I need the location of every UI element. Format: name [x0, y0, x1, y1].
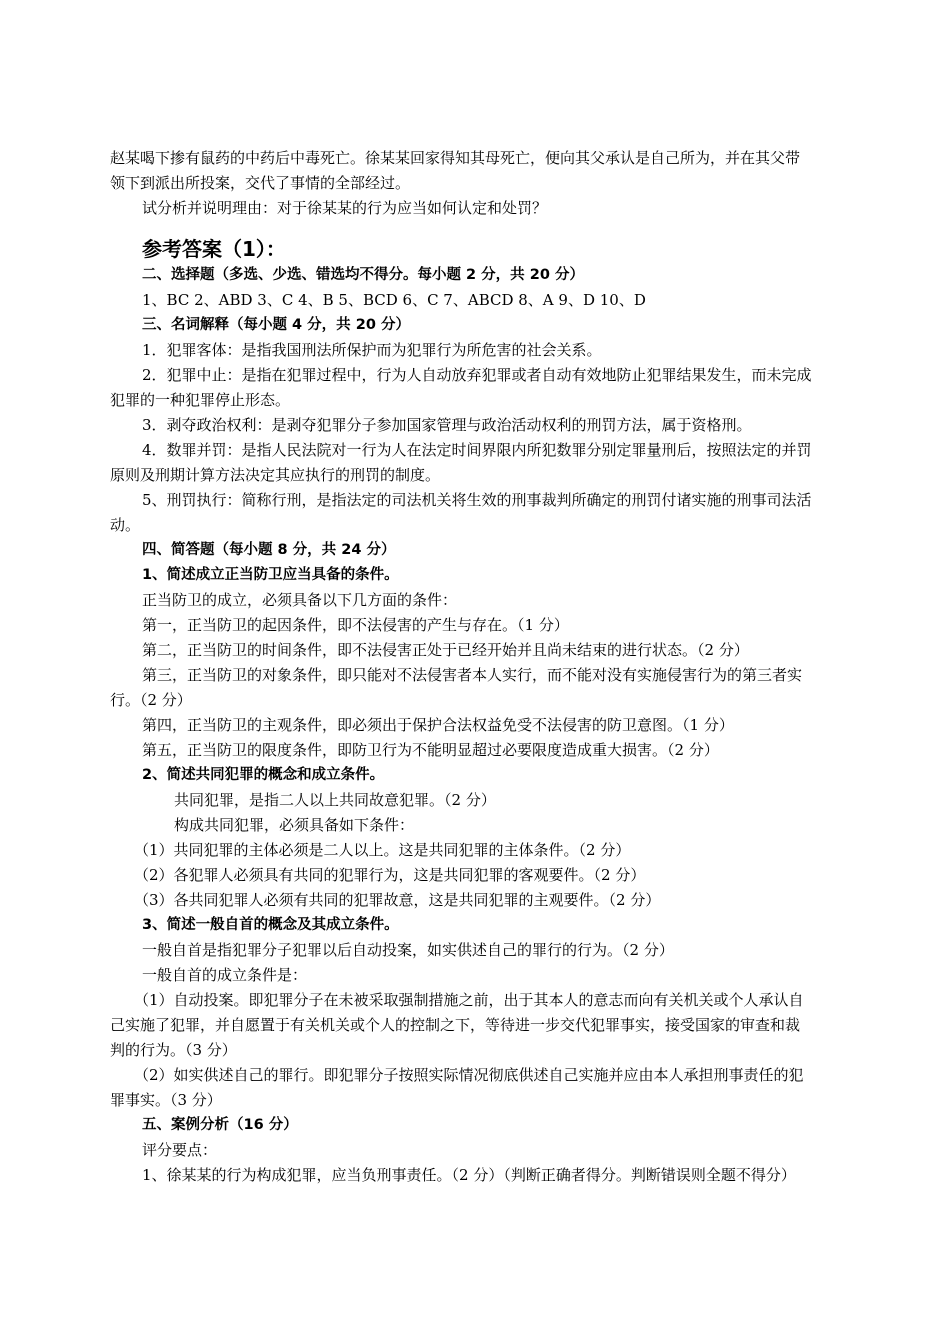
short-answer-1-title: 1、简述成立正当防卫应当具备的条件。 — [142, 567, 399, 583]
short-answer-3-line: 一般自首的成立条件是： — [142, 966, 308, 984]
section-2-heading: 二、选择题（多选、少选、错选均不得分。每小题 2 分，共 20 分） — [142, 267, 584, 283]
short-answer-3-line: 罪事实。（3 分） — [110, 1091, 222, 1109]
short-answer-1-line: 第五，正当防卫的限度条件，即防卫行为不能明显超过必要限度造成重大损害。（2 分） — [142, 741, 719, 759]
short-answer-3-line: （1）自动投案。即犯罪分子在未被采取强制措施之前，出于其本人的意志而向有关机关或个人承认自 — [134, 991, 804, 1009]
short-answer-3-title: 3、简述一般自首的概念及其成立条件。 — [142, 917, 399, 933]
short-answer-1-line: 正当防卫的成立，必须具备以下几方面的条件： — [142, 591, 458, 609]
short-answer-1-line: 第三，正当防卫的对象条件，即只能对不法侵害者本人实行，而不能对没有实施侵害行为的第三者实 — [142, 666, 803, 684]
short-answer-2-line: 构成共同犯罪，必须具备如下条件： — [174, 816, 415, 834]
short-answer-2-line: 共同犯罪，是指二人以上共同故意犯罪。（2 分） — [174, 791, 496, 809]
section-5-heading: 五、案例分析（16 分） — [142, 1117, 298, 1133]
term-2-line-2: 犯罪的一种犯罪停止形态。 — [110, 391, 291, 409]
term-3: 3．剥夺政治权利：是剥夺犯罪分子参加国家管理与政治活动权利的刑罚方法，属于资格刑。 — [142, 416, 752, 434]
section-5-line: 1、徐某某的行为构成犯罪，应当负刑事责任。（2 分）（判断正确者得分。判断错误则全题不得分） — [142, 1166, 796, 1184]
term-1: 1．犯罪客体：是指我国刑法所保护而为犯罪行为所危害的社会关系。 — [142, 341, 602, 359]
short-answer-3-line: （2）如实供述自己的罪行。即犯罪分子按照实际情况彻底供述自己实施并应由本人承担刑事责任的犯 — [134, 1066, 804, 1084]
term-4-line-2: 原则及刑期计算方法决定其应执行的刑罚的制度。 — [110, 466, 441, 484]
answer-title: 参考答案（1）： — [142, 237, 286, 261]
short-answer-2-line: （3）各共同犯罪人必须有共同的犯罪故意，这是共同犯罪的主观要件。（2 分） — [134, 891, 661, 909]
document-content — [110, 146, 868, 1188]
short-answer-2-line: （2）各犯罪人必须具有共同的犯罪行为，这是共同犯罪的客观要件。（2 分） — [134, 866, 646, 884]
case-question: 试分析并说明理由：对于徐某某的行为应当如何认定和处罚？ — [142, 199, 548, 217]
short-answer-1-line: 第一，正当防卫的起因条件，即不法侵害的产生与存在。（1 分） — [142, 616, 569, 634]
section-2-answers: 1、BC 2、ABD 3、C 4、B 5、BCD 6、C 7、ABCD 8、A 9、D 10、D — [142, 291, 646, 309]
short-answer-1-line: 行。（2 分） — [110, 691, 192, 709]
term-4-line-1: 4．数罪并罚：是指人民法院对一行为人在法定时间界限内所犯数罪分别定罪量刑后，按照法定的并罚 — [142, 441, 812, 459]
short-answer-1-line: 第四，正当防卫的主观条件，即必须出于保护合法权益免受不法侵害的防卫意图。（1 分） — [142, 716, 734, 734]
short-answer-2-line: （1）共同犯罪的主体必须是二人以上。这是共同犯罪的主体条件。（2 分） — [134, 841, 631, 859]
short-answer-1-line: 第二，正当防卫的时间条件，即不法侵害正处于已经开始并且尚未结束的进行状态。（2 分） — [142, 641, 749, 659]
term-5-line-2: 动。 — [110, 516, 141, 534]
case-text-line-1: 赵某喝下掺有鼠药的中药后中毒死亡。徐某某回家得知其母死亡，便向其父承认是自己所为，并在其父带 — [110, 149, 801, 167]
short-answer-2-title: 2、简述共同犯罪的概念和成立条件。 — [142, 767, 385, 783]
section-5-line: 评分要点： — [142, 1141, 218, 1159]
term-2-line-1: 2．犯罪中止：是指在犯罪过程中，行为人自动放弃犯罪或者自动有效地防止犯罪结果发生，而未完成 — [142, 366, 812, 384]
short-answer-3-line: 己实施了犯罪，并自愿置于有关机关或个人的控制之下，等待进一步交代犯罪事实，接受国家的审查和裁 — [110, 1016, 801, 1034]
term-5-line-1: 5、刑罚执行：简称行刑，是指法定的司法机关将生效的刑事裁判所确定的刑罚付诸实施的刑事司法活 — [142, 491, 812, 509]
section-3-heading: 三、名词解释（每小题 4 分，共 20 分） — [142, 317, 410, 333]
short-answer-3-line: 一般自首是指犯罪分子犯罪以后自动投案，如实供述自己的罪行的行为。（2 分） — [142, 941, 674, 959]
short-answer-3-line: 判的行为。（3 分） — [110, 1041, 237, 1059]
case-text-line-2: 领下到派出所投案，交代了事情的全部经过。 — [110, 174, 411, 192]
section-4-heading: 四、简答题（每小题 8 分，共 24 分） — [142, 542, 396, 558]
